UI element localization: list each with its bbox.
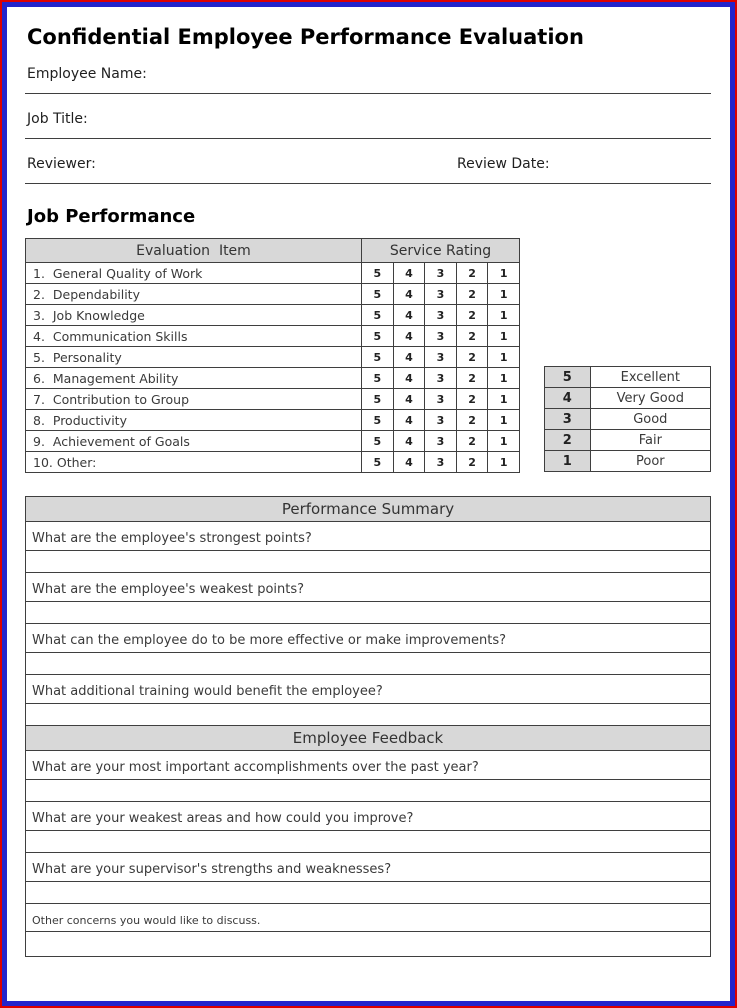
rating-4-cell[interactable]: 4: [393, 431, 425, 452]
rating-4-cell[interactable]: 4: [393, 326, 425, 347]
rating-2-cell[interactable]: 2: [456, 284, 488, 305]
legend-label: Very Good: [590, 388, 710, 409]
legend-value: 5: [545, 367, 591, 388]
table-row: [26, 326, 520, 347]
summary-feedback-section: [25, 496, 711, 957]
question-text: What additional training would benefit the employee?: [32, 684, 383, 699]
rating-2-cell[interactable]: 2: [456, 326, 488, 347]
rating-5-cell[interactable]: 5: [362, 368, 394, 389]
rating-2-cell[interactable]: 2: [456, 389, 488, 410]
evaluation-item-label: 2. Dependability: [26, 284, 362, 305]
legend-label: Fair: [590, 430, 710, 451]
legend-row: [545, 451, 711, 472]
table-row: [26, 431, 520, 452]
answer-line[interactable]: [26, 704, 710, 726]
rating-5-cell[interactable]: 5: [362, 410, 394, 431]
answer-line[interactable]: [26, 932, 710, 956]
employee-name-label: Employee Name:: [27, 66, 147, 82]
legend-value: 3: [545, 409, 591, 430]
rating-2-cell[interactable]: 2: [456, 452, 488, 473]
page-title: Confidential Employee Performance Evaluation: [27, 25, 584, 49]
rating-3-cell[interactable]: 3: [425, 284, 457, 305]
table-row: [26, 389, 520, 410]
question-row: [26, 573, 710, 602]
answer-line[interactable]: [26, 780, 710, 802]
answer-line[interactable]: [26, 831, 710, 853]
rating-4-cell[interactable]: 4: [393, 389, 425, 410]
rating-1-cell[interactable]: 1: [488, 284, 520, 305]
question-row: [26, 675, 710, 704]
evaluation-item-label: 10. Other:: [26, 452, 362, 473]
rating-1-cell[interactable]: 1: [488, 368, 520, 389]
question-row: [26, 624, 710, 653]
reviewer-label: Reviewer:: [27, 156, 96, 172]
table-row: [26, 452, 520, 473]
rating-4-cell[interactable]: 4: [393, 368, 425, 389]
rating-5-cell[interactable]: 5: [362, 263, 394, 284]
rating-5-cell[interactable]: 5: [362, 452, 394, 473]
table-row: [26, 347, 520, 368]
rating-1-cell[interactable]: 1: [488, 431, 520, 452]
rating-3-cell[interactable]: 3: [425, 452, 457, 473]
evaluation-item-label: 3. Job Knowledge: [26, 305, 362, 326]
evaluation-item-header: Evaluation Item: [26, 239, 362, 263]
rating-3-cell[interactable]: 3: [425, 410, 457, 431]
legend-value: 2: [545, 430, 591, 451]
question-row: [26, 802, 710, 831]
rating-1-cell[interactable]: 1: [488, 263, 520, 284]
legend-label: Good: [590, 409, 710, 430]
employee-feedback-header: Employee Feedback: [26, 726, 710, 751]
table-row: [26, 284, 520, 305]
legend-label: Excellent: [590, 367, 710, 388]
rating-2-cell[interactable]: 2: [456, 347, 488, 368]
rating-2-cell[interactable]: 2: [456, 305, 488, 326]
rating-5-cell[interactable]: 5: [362, 347, 394, 368]
rating-1-cell[interactable]: 1: [488, 389, 520, 410]
job-title-label: Job Title:: [27, 111, 88, 127]
table-row: [26, 410, 520, 431]
answer-line[interactable]: [26, 882, 710, 904]
evaluation-item-label: 9. Achievement of Goals: [26, 431, 362, 452]
rating-5-cell[interactable]: 5: [362, 284, 394, 305]
rating-3-cell[interactable]: 3: [425, 263, 457, 284]
rating-5-cell[interactable]: 5: [362, 431, 394, 452]
rating-5-cell[interactable]: 5: [362, 389, 394, 410]
rating-4-cell[interactable]: 4: [393, 452, 425, 473]
review-date-label: Review Date:: [457, 156, 550, 172]
legend-label: Poor: [590, 451, 710, 472]
rating-2-cell[interactable]: 2: [456, 263, 488, 284]
rating-2-cell[interactable]: 2: [456, 368, 488, 389]
legend-value: 4: [545, 388, 591, 409]
evaluation-item-label: 4. Communication Skills: [26, 326, 362, 347]
answer-line[interactable]: [26, 653, 710, 675]
job-performance-heading: Job Performance: [27, 206, 196, 227]
evaluation-item-label: 1. General Quality of Work: [26, 263, 362, 284]
rating-3-cell[interactable]: 3: [425, 347, 457, 368]
legend-row: [545, 430, 711, 451]
question-text: What are your weakest areas and how could you improve?: [32, 811, 414, 826]
job-title-field[interactable]: [25, 94, 711, 139]
legend-row: [545, 409, 711, 430]
legend-row: [545, 367, 711, 388]
reviewer-review-date-field[interactable]: [25, 139, 711, 184]
rating-3-cell[interactable]: 3: [425, 431, 457, 452]
rating-5-cell[interactable]: 5: [362, 326, 394, 347]
rating-4-cell[interactable]: 4: [393, 305, 425, 326]
rating-4-cell[interactable]: 4: [393, 347, 425, 368]
question-text: What are the employee's strongest points?: [32, 531, 312, 546]
question-text: Other concerns you would like to discuss.: [32, 914, 261, 927]
rating-1-cell[interactable]: 1: [488, 326, 520, 347]
question-text: What are the employee's weakest points?: [32, 582, 305, 597]
rating-2-cell[interactable]: 2: [456, 431, 488, 452]
question-row: [26, 904, 710, 932]
rating-5-cell[interactable]: 5: [362, 305, 394, 326]
service-rating-header: Service Rating: [362, 239, 520, 263]
table-row: [26, 368, 520, 389]
rating-3-cell[interactable]: 3: [425, 305, 457, 326]
answer-line[interactable]: [26, 602, 710, 624]
rating-3-cell[interactable]: 3: [425, 368, 457, 389]
table-header-row: [26, 239, 520, 263]
question-row: [26, 751, 710, 780]
page-frame-blue: [2, 2, 735, 1006]
rating-4-cell[interactable]: 4: [393, 284, 425, 305]
table-row: [26, 305, 520, 326]
evaluation-item-label: 8. Productivity: [26, 410, 362, 431]
evaluation-item-label: 6. Management Ability: [26, 368, 362, 389]
job-performance-table: [25, 238, 520, 473]
rating-3-cell[interactable]: 3: [425, 389, 457, 410]
evaluation-item-label: 7. Contribution to Group: [26, 389, 362, 410]
rating-2-cell[interactable]: 2: [456, 410, 488, 431]
table-row: [26, 263, 520, 284]
rating-4-cell[interactable]: 4: [393, 263, 425, 284]
question-text: What are your most important accomplishments over the past year?: [32, 760, 479, 775]
rating-legend-table: [544, 366, 711, 472]
question-row: [26, 853, 710, 882]
performance-summary-header: Performance Summary: [26, 497, 710, 522]
rating-4-cell[interactable]: 4: [393, 410, 425, 431]
employee-name-field[interactable]: [25, 49, 711, 94]
answer-line[interactable]: [26, 551, 710, 573]
legend-value: 1: [545, 451, 591, 472]
job-performance-zone: [25, 238, 711, 473]
rating-3-cell[interactable]: 3: [425, 326, 457, 347]
rating-1-cell[interactable]: 1: [488, 305, 520, 326]
rating-1-cell[interactable]: 1: [488, 347, 520, 368]
legend-row: [545, 388, 711, 409]
rating-1-cell[interactable]: 1: [488, 410, 520, 431]
question-row: [26, 522, 710, 551]
question-text: What are your supervisor's strengths and weaknesses?: [32, 862, 392, 877]
rating-1-cell[interactable]: 1: [488, 452, 520, 473]
question-text: What can the employee do to be more effective or make improvements?: [32, 633, 507, 648]
evaluation-item-label: 5. Personality: [26, 347, 362, 368]
